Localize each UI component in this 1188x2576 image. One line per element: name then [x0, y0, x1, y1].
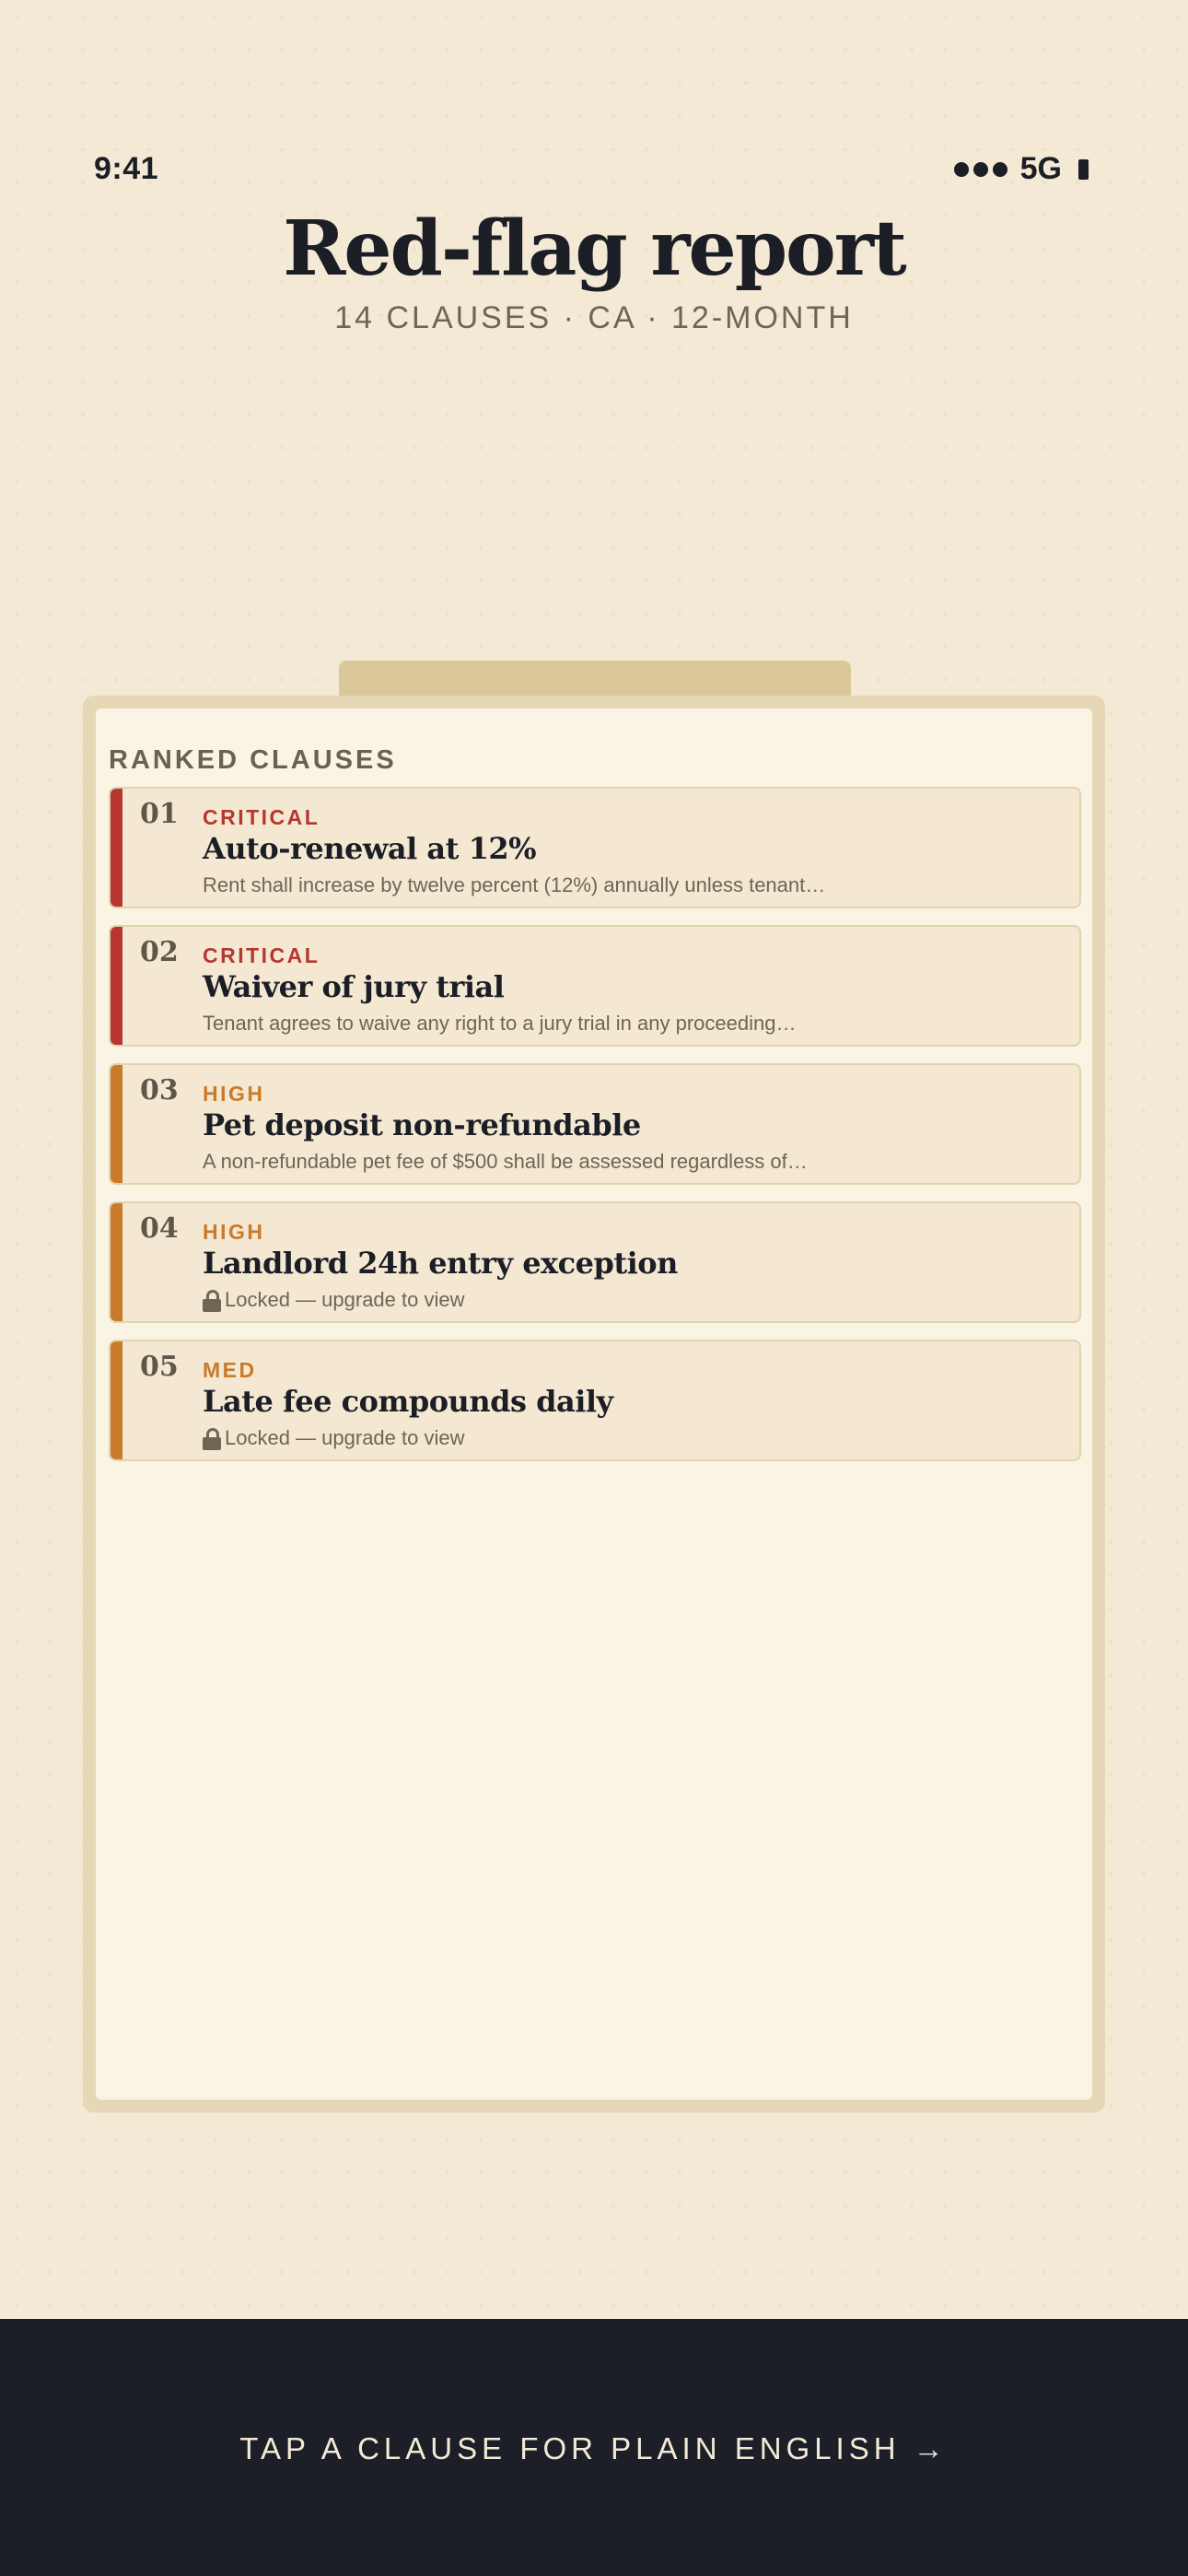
severity-badge: HIGH — [203, 1220, 265, 1244]
lock-icon — [203, 1290, 221, 1312]
severity-bar — [111, 789, 122, 907]
clause-description — [203, 1012, 796, 1036]
clause-description — [203, 873, 825, 897]
clause-description-text: Locked — upgrade to view — [225, 1426, 465, 1449]
clause-number: 02 — [140, 936, 179, 968]
bottom-bar — [0, 2319, 1188, 2576]
clause-card[interactable] — [109, 1063, 1081, 1185]
clause-number: 03 — [140, 1074, 179, 1107]
clause-description-text: Tenant agrees to waive any right to a jury trial in any proceeding… — [203, 1012, 797, 1035]
clause-number: 01 — [140, 798, 179, 830]
section-label: RANKED CLAUSES — [109, 745, 397, 775]
severity-badge: CRITICAL — [203, 805, 320, 829]
clause-number: 04 — [140, 1212, 179, 1245]
status-time: 9:41 — [94, 151, 159, 186]
plain-english-cta[interactable]: TAP A CLAUSE FOR PLAIN ENGLISH → — [239, 2431, 949, 2465]
clause-description — [203, 1288, 465, 1312]
clause-description — [203, 1426, 465, 1450]
page-subtitle: 14 CLAUSES · CA · 12-MONTH — [334, 300, 854, 335]
signal-dots-icon — [954, 162, 1007, 177]
severity-bar — [111, 1203, 122, 1321]
clause-card[interactable] — [109, 925, 1081, 1047]
clause-card[interactable] — [109, 1201, 1081, 1323]
status-indicators — [954, 151, 1089, 187]
clause-title: Waiver of jury trial — [203, 969, 505, 1004]
clause-title: Late fee compounds daily — [203, 1384, 613, 1419]
clause-description-text: Locked — upgrade to view — [225, 1288, 465, 1311]
severity-badge: CRITICAL — [203, 943, 320, 967]
clause-title: Auto-renewal at 12% — [203, 831, 537, 866]
severity-bar — [111, 1065, 122, 1183]
network-type: 5G — [1019, 151, 1062, 186]
folder-tab — [339, 661, 851, 697]
clause-title: Pet deposit non-refundable — [203, 1107, 641, 1142]
status-bar — [0, 147, 1188, 193]
report-panel — [96, 708, 1092, 2100]
clause-card[interactable] — [109, 1340, 1081, 1461]
clause-description — [203, 1150, 808, 1174]
clause-title: Landlord 24h entry exception — [203, 1246, 678, 1281]
severity-badge: MED — [203, 1358, 257, 1382]
lock-icon — [203, 1428, 221, 1450]
severity-badge: HIGH — [203, 1082, 265, 1106]
severity-bar — [111, 1341, 122, 1459]
battery-icon — [1078, 159, 1089, 180]
clause-card[interactable] — [109, 787, 1081, 908]
clause-number: 05 — [140, 1351, 179, 1383]
clause-description-text: Rent shall increase by twelve percent (12%) annually unless tenant… — [203, 873, 826, 896]
severity-bar — [111, 927, 122, 1045]
page-title: Red-flag report — [283, 205, 905, 293]
clause-description-text: A non-refundable pet fee of $500 shall be assessed regardless of… — [203, 1150, 808, 1173]
